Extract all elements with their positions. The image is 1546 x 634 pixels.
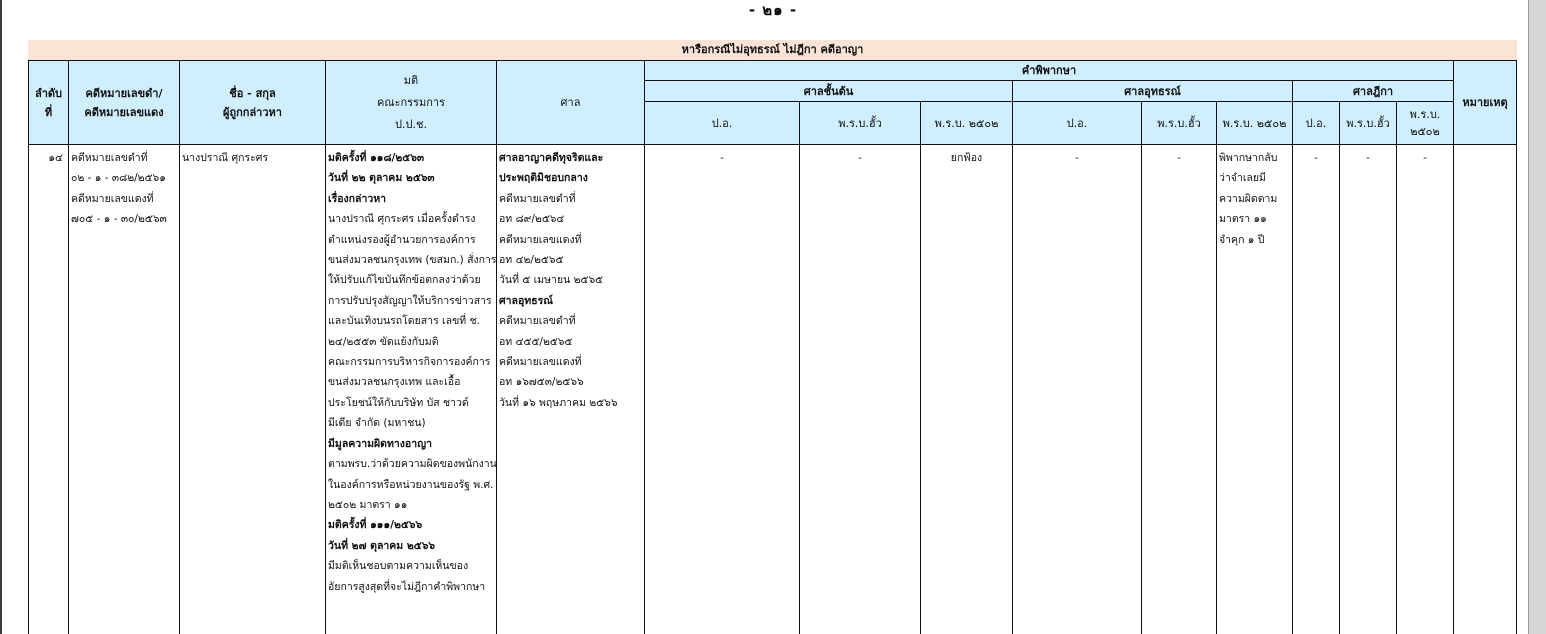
header-case-numbers-line-2: คดีหมายเลขแดง xyxy=(84,105,164,119)
header-remarks-label: หมายเหตุ xyxy=(1462,96,1508,109)
header-supreme-label: ศาลฎีกา xyxy=(1352,84,1394,98)
subheader-supreme-act-2502-line-1: พ.ร.บ. xyxy=(1409,108,1441,121)
header-accused-line-1: ชื่อ - สกุล xyxy=(229,86,276,100)
row-first-anti-corruption: - xyxy=(858,152,862,164)
subheader-first-act-2502-label: พ.ร.บ. ๒๕๐๒ xyxy=(934,116,999,130)
row-court-line: คดีหมายเลขดำที่ xyxy=(499,315,576,328)
row-first-ca: - xyxy=(720,152,724,164)
header-resolution-line-1: มติ xyxy=(403,73,419,87)
row-resolution-line: อัยการสูงสุดที่จะไม่ฎีกาคำพิพากษา xyxy=(328,580,486,593)
row-resolution-line: ตามพรบ.ว่าด้วยความผิดของพนักงาน xyxy=(328,458,497,471)
row-court-line: ประพฤติมิชอบกลาง xyxy=(499,172,588,185)
viewer-scrollbar[interactable] xyxy=(1528,0,1546,634)
row-resolution-line: ในองค์การหรือหน่วยงานของรัฐ พ.ศ. xyxy=(328,478,494,491)
subheader-first-anti-corruption xyxy=(799,101,921,145)
subheader-first-ca-label: ป.อ. xyxy=(711,116,733,130)
row-appeal-verdict-line: มาตรา ๑๑ xyxy=(1219,213,1267,226)
header-case-numbers xyxy=(68,60,180,145)
col-supreme-act-2502 xyxy=(1396,144,1454,634)
body-top-border xyxy=(28,144,1517,145)
subheader-appeal-act-2502-label: พ.ร.บ. ๒๕๐๒ xyxy=(1222,116,1287,130)
subheader-supreme-ca-label: ป.อ. xyxy=(1305,116,1327,130)
header-order-line-1: ลำดับ xyxy=(34,86,63,100)
subheader-appeal-ca xyxy=(1012,101,1142,145)
header-order-line-2: ที่ xyxy=(44,105,53,119)
col-first-ca xyxy=(644,144,800,634)
row-supreme-ca: - xyxy=(1314,152,1318,164)
row-resolution-line: ขนส่งมวลชนกรุงเทพ และเอื้อ xyxy=(328,376,461,389)
row-case-number-line: ๗๐๕ - ๑ - ๓๐/๒๕๖๓ xyxy=(71,213,167,226)
header-judgment xyxy=(644,60,1454,81)
row-resolution-line: เรื่องกล่าวหา xyxy=(328,192,387,205)
subheader-appeal-ca-label: ป.อ. xyxy=(1066,116,1088,130)
header-appeal-label: ศาลอุทธรณ์ xyxy=(1124,84,1181,98)
subheader-supreme-ca xyxy=(1292,101,1340,145)
row-order: ๑๔ xyxy=(48,152,63,164)
row-court-line: อท ๔๒/๒๕๖๕ xyxy=(499,254,564,267)
header-first-instance-label: ศาลชั้นต้น xyxy=(803,84,854,98)
subheader-appeal-anti-corruption-label: พ.ร.บ.ฮั้ว xyxy=(1157,116,1201,130)
row-resolution-line: ขนส่งมวลชนกรุงเทพ (ขสมก.) สั่งการ xyxy=(328,254,497,267)
row-appeal-anti-corruption: - xyxy=(1177,152,1181,164)
subheader-first-ca xyxy=(644,101,800,145)
row-resolution-line: ประโยชน์ให้กับบริษัท บัส ชาวด์ xyxy=(328,396,469,409)
row-court-line: คดีหมายเลขแดงที่ xyxy=(499,233,582,246)
header-remarks xyxy=(1453,60,1517,145)
subheader-first-act-2502 xyxy=(920,101,1013,145)
row-court-line: อท ๘๙/๒๕๖๔ xyxy=(499,213,565,226)
row-first-act-2502: ยกฟ้อง xyxy=(950,152,983,164)
header-order xyxy=(28,60,69,145)
col-appeal-ca xyxy=(1012,144,1142,634)
header-appeal xyxy=(1012,80,1293,102)
header-case-numbers-line-1: คดีหมายเลขดำ/ xyxy=(85,86,163,100)
row-court xyxy=(499,148,643,413)
col-appeal-anti-corruption xyxy=(1141,144,1217,634)
row-court-line: คดีหมายเลขแดงที่ xyxy=(499,356,582,369)
row-appeal-verdict-line: พิพากษากลับ xyxy=(1219,152,1278,164)
row-case-number-line: ๐๒ - ๑ - ๓๘๒/๒๕๖๑ xyxy=(71,172,166,185)
row-resolution-line: วันที่ ๒๒ ตุลาคม ๒๕๖๓ xyxy=(328,172,435,185)
col-accused xyxy=(179,144,326,634)
row-court-line: ศาลอุทธรณ์ xyxy=(499,294,554,307)
row-resolution-line: นางปราณี ศุกระศร เมื่อครั้งดำรง xyxy=(328,213,476,226)
header-first-instance xyxy=(644,80,1013,102)
row-resolution-line: ให้ปรับแก้ไขบันทึกข้อตกลงว่าด้วย xyxy=(328,274,481,287)
col-first-anti-corruption xyxy=(799,144,921,634)
header-accused-line-2: ผู้ถูกกล่าวหา xyxy=(223,105,282,119)
col-remarks xyxy=(1453,144,1517,634)
header-accused xyxy=(179,60,326,145)
row-appeal-act-2502 xyxy=(1219,148,1291,250)
row-resolution-line: มติครั้งที่ ๑๑๘/๒๕๖๓ xyxy=(328,152,425,164)
row-court-line: ศาลอาญาคดีทุจริตและ xyxy=(499,152,604,164)
row-supreme-act-2502: - xyxy=(1423,152,1427,164)
page-number: - ๒๑ - xyxy=(748,1,798,19)
row-resolution-line: ตำแหน่งรองผู้อำนวยการองค์การ xyxy=(328,233,476,246)
row-appeal-ca: - xyxy=(1075,152,1079,164)
subheader-supreme-act-2502 xyxy=(1396,101,1454,145)
header-resolution-line-2: คณะกรรมการ xyxy=(377,95,445,109)
header-resolution-line-3: ป.ป.ช. xyxy=(395,117,427,131)
row-resolution-line: มีเดีย จำกัด (มหาชน) xyxy=(328,417,426,430)
row-resolution-line: คณะกรรมการบริหารกิจการองค์การ xyxy=(328,356,491,369)
header-court xyxy=(496,60,645,145)
row-resolution-line: และบันเทิงบนรถโดยสาร เลขที่ ช. xyxy=(328,315,480,328)
row-case-number-line: คดีหมายเลขแดงที่ xyxy=(71,192,154,205)
row-appeal-verdict-line: จำคุก ๑ ปี xyxy=(1219,233,1265,246)
col-supreme-anti-corruption xyxy=(1339,144,1397,634)
subheader-supreme-act-2502-line-2: ๒๕๐๒ xyxy=(1410,125,1440,138)
row-resolution-line: การปรับปรุงสัญญาให้บริการข่าวสาร xyxy=(328,294,492,307)
subheader-first-anti-corruption-label: พ.ร.บ.ฮั้ว xyxy=(838,116,882,130)
table-banner-title: หารือกรณีไม่อุทธรณ์ ไม่ฎีกา คดีอาญา xyxy=(28,40,1517,60)
row-supreme-anti-corruption: - xyxy=(1366,152,1370,164)
row-resolution-line: มีมติเห็นชอบตามความเห็นของ xyxy=(328,560,469,573)
col-first-act-2502 xyxy=(920,144,1013,634)
row-resolution-line: วันที่ ๒๗ ตุลาคม ๒๕๖๖ xyxy=(328,539,436,552)
subheader-supreme-anti-corruption xyxy=(1339,101,1397,145)
row-appeal-verdict-line: ความผิดตาม xyxy=(1219,192,1278,205)
row-appeal-verdict-line: ว่าจำเลยมี xyxy=(1219,172,1266,185)
header-supreme xyxy=(1292,80,1454,102)
row-resolution-line: มติครั้งที่ ๑๑๑/๒๕๖๖ xyxy=(328,519,423,532)
row-court-line: วันที่ ๑๖ พฤษภาคม ๒๕๖๖ xyxy=(499,396,618,409)
row-resolution-line: มีมูลความผิดทางอาญา xyxy=(328,437,432,450)
header-judgment-label: คำพิพากษา xyxy=(1021,64,1077,77)
subheader-appeal-act-2502 xyxy=(1216,101,1293,145)
row-resolution-line: ๒๔/๒๕๕๓ ขัดแย้งกับมติ xyxy=(328,335,439,348)
row-court-line: วันที่ ๕ เมษายน ๒๕๖๕ xyxy=(499,274,604,287)
row-resolution xyxy=(328,148,497,597)
row-court-line: อท ๔๕๕/๒๕๖๕ xyxy=(499,335,573,348)
page-left-edge xyxy=(0,0,2,634)
row-accused: นางปราณี ศุกระศร xyxy=(182,152,269,164)
col-order xyxy=(28,144,69,634)
subheader-supreme-anti-corruption-label: พ.ร.บ.ฮั้ว xyxy=(1346,116,1390,130)
col-supreme-ca xyxy=(1292,144,1340,634)
row-court-line: อท ๑๖๗๕๓/๒๕๖๖ xyxy=(499,376,584,389)
row-court-line: คดีหมายเลขดำที่ xyxy=(499,192,576,205)
header-court-label: ศาล xyxy=(560,96,581,109)
row-case-number-line: คดีหมายเลขดำที่ xyxy=(71,152,148,164)
subheader-appeal-anti-corruption xyxy=(1141,101,1217,145)
header-resolution xyxy=(325,60,497,145)
row-case-numbers xyxy=(71,148,177,230)
row-resolution-line: ๒๕๐๒ มาตรา ๑๑ xyxy=(328,498,408,511)
